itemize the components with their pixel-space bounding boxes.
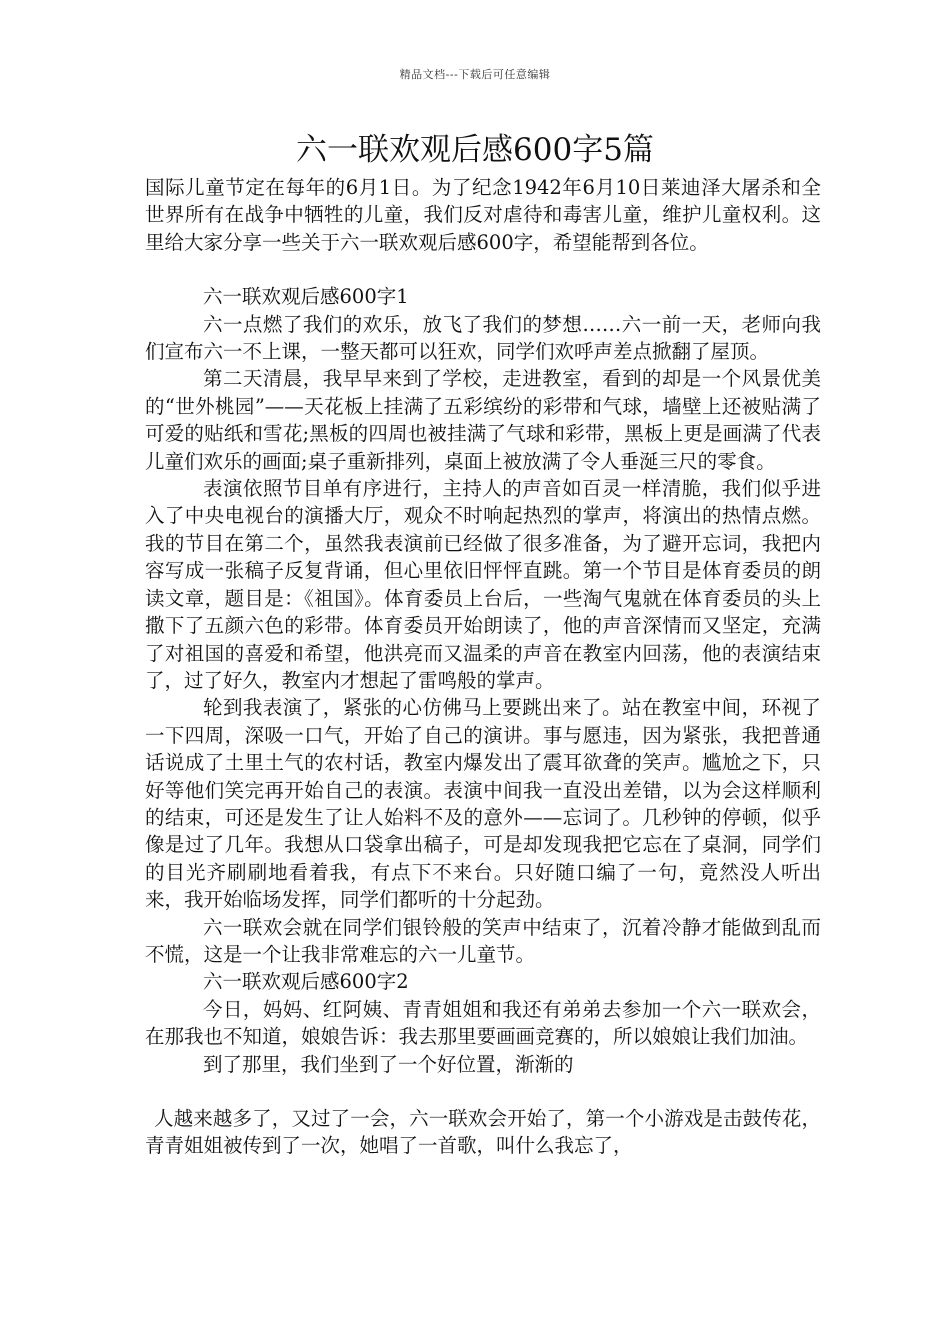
essay-1-paragraph-5: 六一联欢会就在同学们银铃般的笑声中结束了，沉着冷静才能做到乱而不慌，这是一个让我非常难忘的六一儿童节。 xyxy=(145,915,821,966)
essay-1-paragraph-4: 轮到我表演了，紧张的心仿佛马上要跳出来了。站在教室中间，环视了一下四周，深吸一口气，开始了自己的演讲。事与愿违，因为紧张，我把普通话说成了土里土气的农村话，教室内爆发出了震耳欲聋的笑声。尴尬之下，只好等他们笑完再开始自己的表演。表演中间我一直没出差错，以为会这样顺利的结束，可还是发生了让人始料不及的意外——忘词了。几秒钟的停顿，似乎像是过了几年。我想从口袋拿出稿子，可是却发现我把它忘在了桌洞，同学们的目光齐刷刷地看着我，有点下不来台。只好随口编了一句，竟然没人听出来，我开始临场发挥，同学们都听的十分起劲。 xyxy=(145,696,821,912)
essay-2-paragraph-1: 今日，妈妈、红阿姨、青青姐姐和我还有弟弟去参加一个六一联欢会，在那我也不知道，娘娘告诉：我去那里要画画竞赛的，所以娘娘让我们加油。 xyxy=(145,997,821,1049)
header-note: 精品文档---下载后可任意编辑 xyxy=(399,68,551,81)
document-title: 六一联欢观后感600字5篇 xyxy=(296,132,654,168)
essay-1-paragraph-1: 六一点燃了我们的欢乐，放飞了我们的梦想……六一前一天，老师向我们宣布六一不上课，一整天都可以狂欢，同学们欢呼声差点掀翻了屋顶。 xyxy=(145,312,821,364)
essay-2-paragraph-3: 人越来越多了，又过了一会，六一联欢会开始了，第一个小游戏是击鼓传花，青青姐姐被传到了一次，她唱了一首歌，叫什么我忘了， xyxy=(145,1107,821,1158)
essay-1-paragraph-2: 第二天清晨，我早早来到了学校，走进教室，看到的却是一个风景优美的“世外桃园”——天花板上挂满了五彩缤纷的彩带和气球，墙壁上还被贴满了可爱的贴纸和雪花;黑板的四周也被挂满了气球和彩带，黑板上更是画满了代表儿童们欢乐的画面;桌子重新排列，桌面上被放满了令人垂涎三尺的零食。 xyxy=(145,367,821,473)
document-body xyxy=(145,174,821,1160)
essay-2-paragraph-2: 到了那里，我们坐到了一个好位置，渐渐的 xyxy=(203,1052,574,1076)
intro-paragraph: 国际儿童节定在每年的6月1日。为了纪念1942年6月10日莱迪泽大屠杀和全世界所有在战争中牺牲的儿童，我们反对虐待和毒害儿童，维护儿童权利。这里给大家分享一些关于六一联欢观后感600字，希望能帮到各位。 xyxy=(145,176,821,254)
essay-2-heading: 六一联欢观后感600字2 xyxy=(203,970,409,994)
essay-1-paragraph-3: 表演依照节目单有序进行，主持人的声音如百灵一样清脆，我们似乎进入了中央电视台的演播大厅，观众不时响起热烈的掌声，将演出的热情点燃。我的节目在第二个，虽然我表演前已经做了很多准备，为了避开忘词，我把内容写成一张稿子反复背诵，但心里依旧怦怦直跳。第一个节目是体育委员的朗读文章，题目是：《祖国》。体育委员上台后，一些淘气鬼就在体育委员的头上撒下了五颜六色的彩带。体育委员开始朗读了，他的声音深情而又坚定，充满了对祖国的喜爱和希望，他洪亮而又温柔的声音在教室内回荡，他的表演结束了，过了好久，教室内才想起了雷鸣般的掌声。 xyxy=(145,477,821,692)
essay-1-heading: 六一联欢观后感600字1 xyxy=(203,285,409,309)
